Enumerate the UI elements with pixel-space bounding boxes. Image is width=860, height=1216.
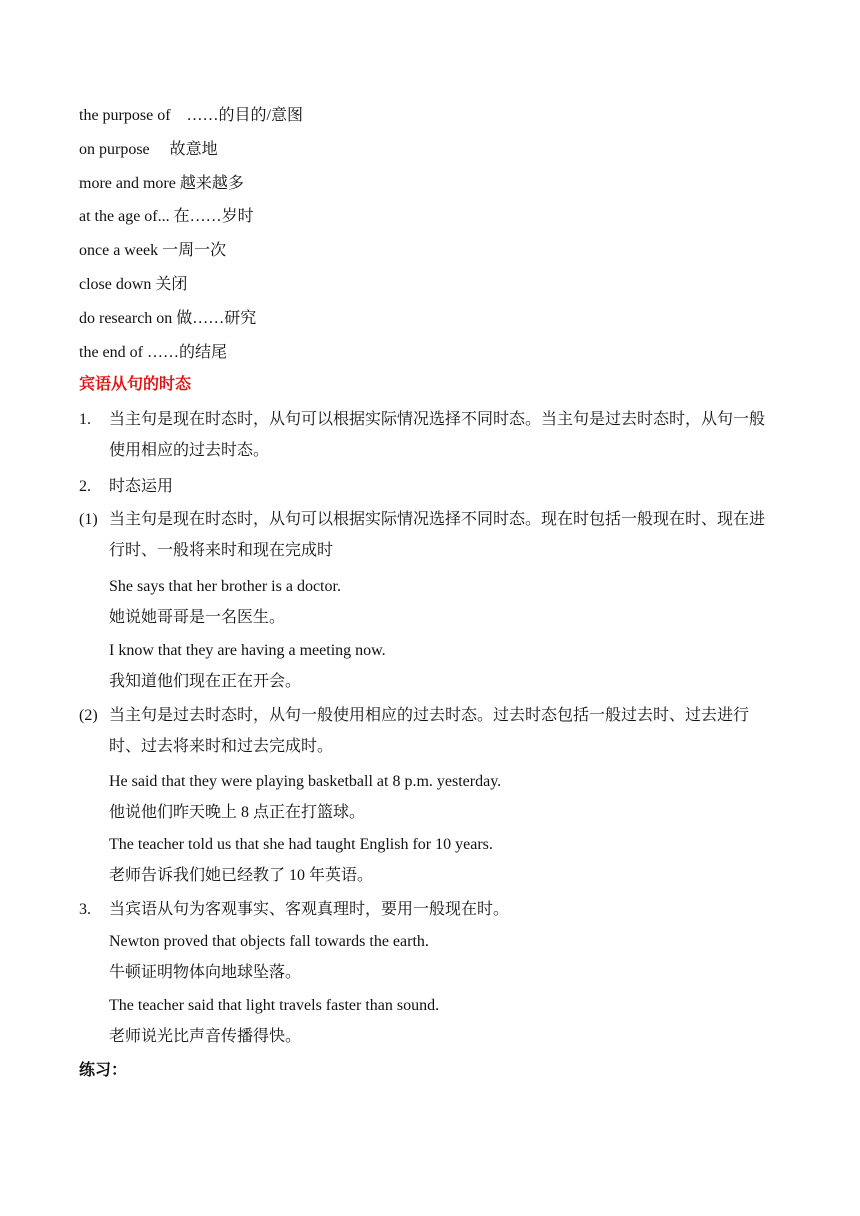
practice-heading: 练习：	[79, 1062, 128, 1079]
item-marker: 1.	[79, 411, 91, 428]
example-zh: 他说他们昨天晚上 8 点正在打篮球。	[109, 804, 366, 821]
example-en: Newton proved that objects fall towards the earth.	[109, 933, 429, 950]
section-heading: 宾语从句的时态	[79, 376, 192, 393]
item-text: 当主句是现在时态时，从句可以根据实际情况选择不同时态。当主句是过去时态时，从句一般使用相应的过去时态。	[109, 411, 766, 459]
phrase-line: do research on 做……研究	[79, 309, 257, 327]
numbered-item-1	[79, 404, 779, 466]
item-marker: 3.	[79, 901, 91, 918]
numbered-item-2	[79, 471, 779, 502]
example-zh: 牛顿证明物体向地球坠落。	[109, 964, 302, 981]
phrase-list	[79, 103, 779, 373]
example-zh: 我知道他们现在正在开会。	[109, 673, 302, 690]
example-en: The teacher said that light travels faster than sound.	[109, 997, 440, 1014]
example-zh: 老师说光比声音传播得快。	[109, 1028, 302, 1045]
example-en: The teacher told us that she had taught English for 10 years.	[109, 836, 493, 853]
example-zh: 她说她哥哥是一名医生。	[109, 609, 286, 626]
item-text: 当宾语从句为客观事实、客观真理时，要用一般现在时。	[109, 901, 510, 918]
item-marker: 2.	[79, 478, 91, 495]
example-en: He said that they were playing basketball at 8 p.m. yesterday.	[109, 773, 502, 790]
phrase-line: once a week 一周一次	[79, 242, 227, 260]
example-zh: 老师告诉我们她已经教了 10 年英语。	[109, 867, 374, 884]
phrase-line: more and more 越来越多	[79, 174, 244, 192]
phrase-line: the end of ……的结尾	[79, 343, 227, 361]
item-text: 当主句是过去时态时，从句一般使用相应的过去时态。过去时态包括一般过去时、过去进行时、过去将来时和过去完成时。	[109, 707, 750, 755]
phrase-line: on purpose 故意地	[79, 140, 218, 158]
example-en: She says that her brother is a doctor.	[109, 578, 341, 595]
sub-item-1	[79, 504, 779, 566]
item-text: 时态运用	[109, 478, 174, 495]
phrase-line: the purpose of ……的目的/意图	[79, 107, 303, 124]
item-text: 当主句是现在时态时，从句可以根据实际情况选择不同时态。现在时包括一般现在时、现在进行时、一般将来时和现在完成时	[109, 511, 766, 559]
phrase-line: at the age of... 在……岁时	[79, 208, 254, 226]
item-marker: (2)	[79, 707, 98, 724]
example-en: I know that they are having a meeting now.	[109, 642, 386, 659]
numbered-item-3	[79, 894, 779, 925]
item-marker: (1)	[79, 511, 98, 528]
sub-item-2	[79, 700, 779, 762]
phrase-line: close down 关闭	[79, 275, 188, 293]
